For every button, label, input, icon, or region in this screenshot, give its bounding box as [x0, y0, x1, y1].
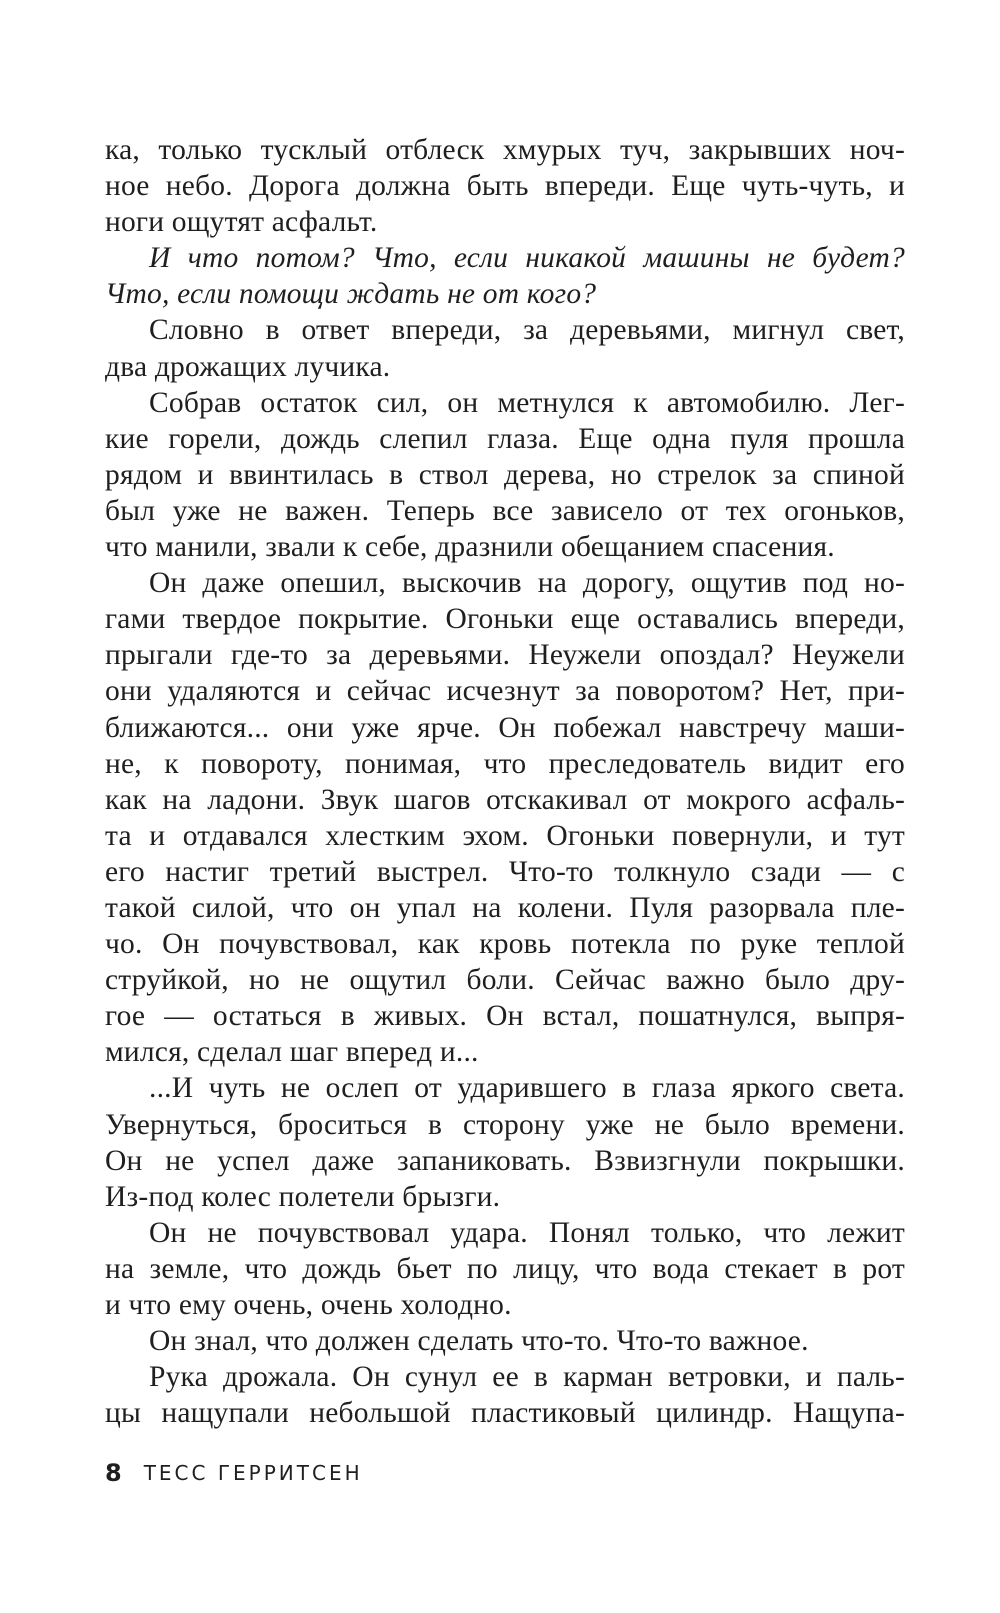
text-line: струйкой, но не ощутил боли. Сейчас важно было дру- [105, 964, 905, 997]
author-name: ТЕСС ГЕРРИТСЕН [143, 1461, 363, 1485]
text-line: кие горели, дождь слепил глаза. Еще одна пуля прошла [105, 422, 905, 455]
text-line: ное небо. Дорога должна быть впереди. Еще чуть-чуть, и [105, 170, 905, 203]
page-footer [105, 1457, 363, 1489]
text-line: Из-под колес полетели брызги. [105, 1180, 501, 1213]
text-line: и что ему очень, очень холодно. [105, 1289, 512, 1321]
text-line: Он не почувствовал удара. Понял только, что лежит [149, 1216, 905, 1249]
text-line: Собрав остаток сил, он метнулся к автомобилю. Лег- [149, 386, 905, 419]
text-line: Рука дрожала. Он сунул ее в карман ветровки, и паль- [149, 1361, 905, 1394]
text-line: на земле, что дождь бьет по лицу, что вода стекает в рот [105, 1252, 905, 1285]
text-line: цы нащупали небольшой пластиковый цилиндр. Нащупа- [105, 1397, 905, 1430]
text-line: чо. Он почувствовал, как кровь потекла по руке теплой [105, 928, 905, 961]
text-line: рядом и ввинтилась в ствол дерева, но стрелок за спиной [105, 458, 905, 491]
text-line: Словно в ответ впереди, за деревьями, мигнул свет, [149, 314, 905, 347]
text-line: ...И чуть не ослеп от ударившего в глаза яркого света. [149, 1072, 905, 1105]
text-line: ноги ощутят асфальт. [105, 206, 378, 239]
body-text [105, 132, 905, 1431]
text-line: мился, сделал шаг вперед и... [105, 1036, 479, 1069]
text-line: два дрожащих лучика. [105, 350, 391, 383]
text-line: та и отдавался хлестким эхом. Огоньки повернули, и тут [105, 819, 905, 852]
text-line: как на ладони. Звук шагов отскакивал от мокрого асфаль- [105, 783, 905, 816]
text-line: ближаются... они уже ярче. Он побежал навстречу маши- [105, 711, 905, 744]
text-line: ка, только тусклый отблеск хмурых туч, закрывших ноч- [105, 134, 905, 166]
text-line: прыгали где-то за деревьями. Неужели опоздал? Неужели [105, 639, 905, 672]
text-line: Он не успел даже запаниковать. Взвизгнули покрышки. [105, 1144, 905, 1177]
text-line: его настиг третий выстрел. Что-то толкнуло сзади — с [105, 855, 905, 888]
text-line: что манили, звали к себе, дразнили обещанием спасения. [105, 531, 835, 564]
text-line: они удаляются и сейчас исчезнут за поворотом? Нет, при- [105, 675, 905, 708]
text-line: Увернуться, броситься в сторону уже не было времени. [105, 1108, 905, 1141]
text-line: не, к повороту, понимая, что преследователь видит его [105, 747, 905, 780]
page-number: 8 [105, 1459, 122, 1487]
text-line: Он знал, что должен сделать что-то. Что-то важное. [149, 1325, 809, 1358]
text-line: был уже не важен. Теперь все зависело от тех огоньков, [105, 494, 905, 527]
text-line: гами твердое покрытие. Огоньки еще оставались впереди, [105, 603, 905, 636]
italic-text-line: Что, если помощи ждать не от кого? [105, 278, 597, 311]
text-line: такой силой, что он упал на колени. Пуля разорвала пле- [105, 891, 905, 924]
text-line: гое — остаться в живых. Он встал, пошатнулся, выпря- [105, 1000, 905, 1033]
italic-text-line: И что потом? Что, если никакой машины не будет? [149, 242, 905, 275]
text-line: Он даже опешил, выскочив на дорогу, ощутив под но- [149, 567, 905, 600]
